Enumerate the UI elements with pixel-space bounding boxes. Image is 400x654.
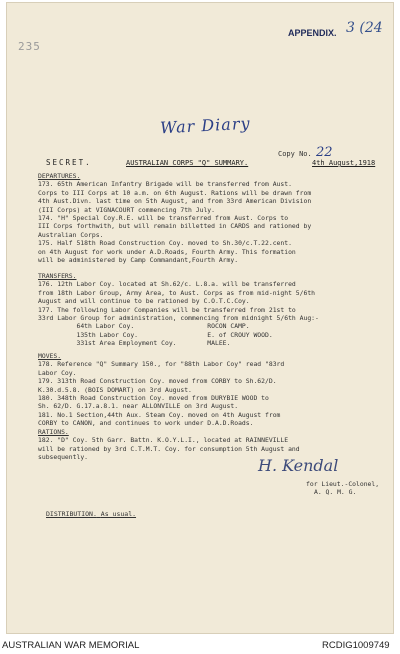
text-line: 174. "H" Special Coy.R.E. will be transferred from Aust. Corps to	[38, 214, 289, 223]
text-line: K.30.d.5.8. (BOIS DOMART) on 3rd August.	[38, 385, 192, 394]
war-diary-stamp: War Diary	[159, 113, 251, 138]
text-line: 180. 348th Road Construction Coy. moved from DURYBIE WOOD to	[38, 394, 269, 403]
appendix-label: APPENDIX.	[288, 28, 337, 38]
document-title: AUSTRALIAN CORPS "Q" SUMMARY.	[126, 159, 249, 167]
section-heading: DEPARTURES.	[38, 172, 81, 180]
signature-appointment: A. Q. M. G.	[314, 488, 357, 496]
text-line: 181. No.1 Section,44th Aux. Steam Coy. moved on 4th August from	[38, 410, 281, 419]
distribution	[46, 510, 136, 518]
handwritten-signature: H. Kendal	[258, 456, 339, 475]
copy-number-value: 22	[315, 145, 333, 160]
text-line: 331st Area Employment Coy. MALEE.	[38, 339, 231, 348]
appendix-number: 3 (24	[346, 20, 383, 36]
record-id: RCDIG1009749	[322, 640, 390, 651]
signature-rank: for Lieut.-Colonel,	[306, 480, 380, 488]
text-line: (III Corps) at VIGNACOURT commencing 7th July.	[38, 205, 215, 214]
archive-credit: AUSTRALIAN WAR MEMORIAL	[2, 640, 140, 651]
distribution-value: As usual.	[100, 510, 137, 518]
section-heading: RATIONS.	[38, 428, 69, 436]
classification: SECRET.	[46, 158, 92, 167]
text-line: on 4th August for work under A.D.Roads, Fourth Army. This formation	[38, 247, 296, 256]
text-line: 179. 313th Road Construction Coy. moved from CORBY to Sh.62/D.	[38, 377, 277, 386]
text-line: III Corps forthwith, but will remain billetted in CARDS and rationed by	[38, 222, 312, 231]
section-moves	[38, 352, 388, 428]
section-heading: MOVES.	[38, 352, 62, 360]
text-line: August and will continue to be rationed by C.O.T.C.Coy.	[38, 297, 250, 306]
text-line: 4th Aust.Divn. last time on 5th August, and from 33rd American Division	[38, 197, 312, 206]
text-line: 175. Half 518th Road Construction Coy. moved to Sh.30/c.T.22.cent.	[38, 239, 292, 248]
text-line: will be administered by Camp Commandant,Fourth Army.	[38, 256, 239, 265]
text-line: from 18th Labor Group, Army Area, to Aust. Corps as from mid-night 5/6th	[38, 288, 316, 297]
copy-number	[278, 145, 332, 160]
copy-label: Copy No.	[278, 150, 312, 158]
distribution-label: DISTRIBUTION.	[46, 510, 97, 518]
text-line: 33rd Labor Group for administration, commencing from midnight 5/6th Aug:-	[38, 314, 319, 323]
text-line: 173. 65th American Infantry Brigade will be transferred from Aust.	[38, 180, 292, 189]
text-line: Sh. 62/D. G.17.a.8.1. near ALLONVILLE on 3rd August.	[38, 402, 239, 411]
section-heading: TRANSFERS.	[38, 272, 77, 280]
page-number: 235	[18, 40, 41, 53]
text-line: 176. 12th Labor Coy. located at Sh.62/c. L.8.a. will be transferred	[38, 280, 296, 289]
text-line: 178. Reference "Q" Summary 150., for "88th Labor Coy" read "83rd	[38, 360, 285, 369]
text-line: Australian Corps.	[38, 230, 104, 239]
text-line: Labor Coy.	[38, 368, 77, 377]
text-line: will be rationed by 3rd C.T.M.T. Coy. for consumption 5th August and	[38, 444, 300, 453]
text-line: 177. The following Labor Companies will be transferred from 21st to	[38, 305, 296, 314]
document-date: 4th August,1918	[312, 159, 376, 167]
text-line: subsequently.	[38, 453, 89, 462]
section-departures	[38, 172, 388, 264]
text-line: 64th Labor Coy. ROCON CAMP.	[38, 322, 250, 331]
text-line: 135th Labor Coy. E. of CROUY WOOD.	[38, 330, 273, 339]
section-transfers	[38, 272, 388, 348]
document-page	[6, 2, 394, 634]
text-line: 182. "D" Coy. 5th Garr. Battn. K.O.Y.L.I., located at RAINNEVILLE	[38, 436, 289, 445]
signature-block	[306, 480, 379, 496]
text-line: Corps to III Corps at 10 a.m. on 6th August. Rations will be drawn from	[38, 188, 312, 197]
text-line: CORBY to CANON, and continues to work under D.A.D.Roads.	[38, 419, 254, 428]
